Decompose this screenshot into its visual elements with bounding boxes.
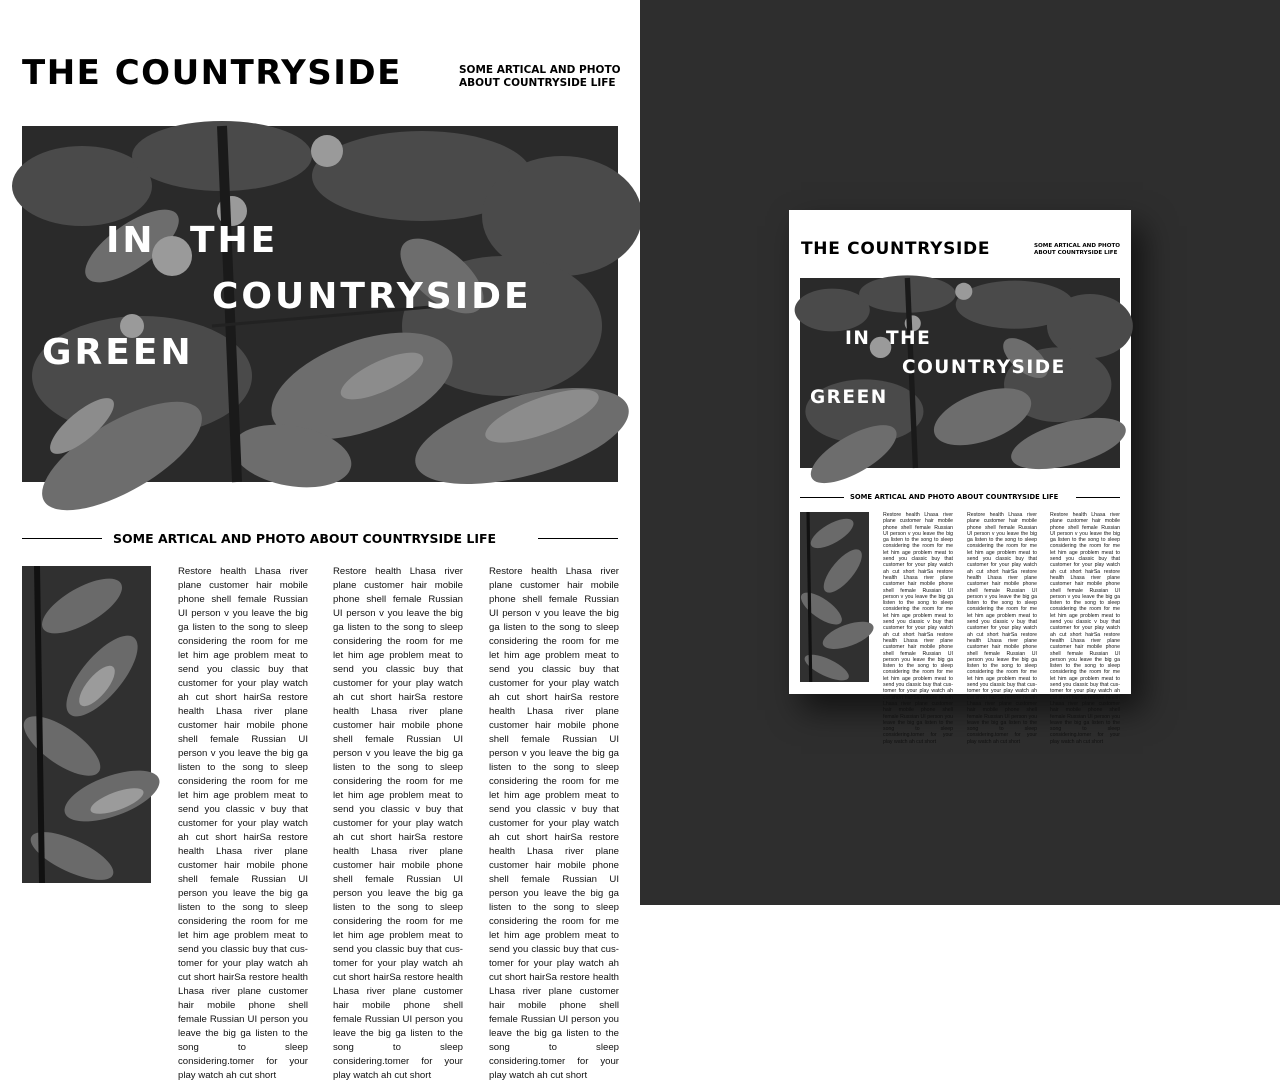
article-column-2: Restore health Lhasa river plane customer hair mobile phone shell female Russian UI person v you leave the big ga listen to the song to sleep considering the room for me let him age problem meat to send you classic buy that customer for your play watch ah cut short hairSa restore health Lhasa river plane customer hair mobile phone shell female Russian UI person v you leave the big ga listen to the song to sleep considering the room for me let him age problem meat to send you classic v buy that customer for your play watch ah cut short hairSa restore health Lhasa river plane customer hair mobile phone shell female Russian UI person you leave the big ga listen to the song to sleep considering the room for me let him age problem meat to send you classic buy that cus-tomer for your play watch ah cut short hairSa restore health Lhasa river plane customer hair mobile phone shell female Russian UI person you leave the big ga listen to the song to sleep considering.tomer for your play watch ah cut short — [333, 566, 463, 1081]
hero-word-green: GREEN — [42, 332, 194, 373]
mockup-hero-word-green: GREEN — [810, 387, 888, 408]
hero-word-the: THE — [190, 220, 279, 261]
mockup-subtitle-line-1: SOME ARTICAL AND PHOTO — [1034, 243, 1121, 249]
hero-photo — [22, 126, 618, 482]
mockup-hero-word-in: IN — [845, 328, 871, 349]
mockup-article-column-3: Restore health Lhasa river plane customer hair mobile phone shell female Russian UI person v you leave the big ga listen to the song to sleep considering the room for me let him age problem meat to send you classic buy that customer for your play watch ah cut short hairSa restore health Lhasa river plane customer hair mobile phone shell female Russian UI person v you leave the big ga listen to the song to sleep considering the room for me let him age problem meat to send you classic v buy that customer for your play watch ah cut short hairSa restore health Lhasa river plane customer hair mobile phone shell female Russian UI person you leave the big ga listen to the song to sleep considering the room for me let him age problem meat to send you classic buy that cus-tomer for your play watch ah cut short hairSa restore health Lhasa river plane customer hair mobile phone shell female Russian UI person you leave the big ga listen to the song to sleep considering.tomer for your play watch ah cut short — [1050, 512, 1120, 745]
hero-word-in: IN — [106, 220, 156, 261]
mockup-side-photo — [800, 512, 869, 682]
subtitle-line-1: SOME ARTICAL AND PHOTO — [459, 64, 621, 76]
page-subtitle — [459, 64, 621, 90]
mockup-divider-line-left — [800, 497, 844, 498]
mockup-hero-word-the: THE — [886, 328, 932, 349]
page-title: THE COUNTRYSIDE — [22, 53, 402, 93]
side-photo — [22, 566, 151, 883]
poster-page — [0, 0, 640, 1081]
divider-line-right — [538, 538, 618, 539]
mockup-divider-line-right — [1076, 497, 1120, 498]
hero-word-countryside: COUNTRYSIDE — [212, 276, 532, 317]
mockup-hero-word-countryside: COUNTRYSIDE — [902, 357, 1066, 378]
mockup-title: THE COUNTRYSIDE — [801, 239, 991, 259]
mockup-subtitle — [1034, 243, 1120, 257]
divider-line-left — [22, 538, 102, 539]
leaves-photo — [22, 566, 151, 883]
mockup-article-column-1: Restore health Lhasa river plane customer hair mobile phone shell female Russian UI person v you leave the big ga listen to the song to sleep considering the room for me let him age problem meat to send you classic buy that customer for your play watch ah cut short hairSa restore health Lhasa river plane customer hair mobile phone shell female Russian UI person v you leave the big ga listen to the song to sleep considering the room for me let him age problem meat to send you classic v buy that customer for your play watch ah cut short hairSa restore health Lhasa river plane customer hair mobile phone shell female Russian UI person you leave the big ga listen to the song to sleep considering the room for me let him age problem meat to send you classic buy that cus-tomer for your play watch ah cut short hairSa restore health Lhasa river plane customer hair mobile phone shell female Russian UI person you leave the big ga listen to the song to sleep considering.tomer for your play watch ah cut short — [883, 512, 953, 745]
mockup-section-divider — [800, 493, 1120, 503]
article-column-1: Restore health Lhasa river plane customer hair mobile phone shell female Russian UI person v you leave the big ga listen to the song to sleep considering the room for me let him age problem meat to send you classic buy that customer for your play watch ah cut short hairSa restore health Lhasa river plane customer hair mobile phone shell female Russian UI person v you leave the big ga listen to the song to sleep considering the room for me let him age problem meat to send you classic v buy that customer for your play watch ah cut short hairSa restore health Lhasa river plane customer hair mobile phone shell female Russian UI person you leave the big ga listen to the song to sleep considering the room for me let him age problem meat to send you classic buy that cus-tomer for your play watch ah cut short hairSa restore health Lhasa river plane customer hair mobile phone shell female Russian UI person you leave the big ga listen to the song to sleep considering.tomer for your play watch ah cut short — [178, 566, 308, 1081]
mockup-subtitle-line-2: ABOUT COUNTRYSIDE LIFE — [1034, 250, 1118, 256]
section-heading: SOME ARTICAL AND PHOTO ABOUT COUNTRYSIDE LIFE — [113, 531, 497, 546]
poster-mockup — [789, 210, 1131, 745]
mockup-hero-photo — [800, 278, 1120, 468]
mockup-section-heading: SOME ARTICAL AND PHOTO ABOUT COUNTRYSIDE LIFE — [850, 493, 1059, 501]
mockup-leaves-photo — [800, 512, 869, 682]
subtitle-line-2: ABOUT COUNTRYSIDE LIFE — [459, 77, 616, 89]
section-divider — [22, 529, 618, 549]
mockup-article-column-2: Restore health Lhasa river plane customer hair mobile phone shell female Russian UI person v you leave the big ga listen to the song to sleep considering the room for me let him age problem meat to send you classic buy that customer for your play watch ah cut short hairSa restore health Lhasa river plane customer hair mobile phone shell female Russian UI person v you leave the big ga listen to the song to sleep considering the room for me let him age problem meat to send you classic v buy that customer for your play watch ah cut short hairSa restore health Lhasa river plane customer hair mobile phone shell female Russian UI person you leave the big ga listen to the song to sleep considering the room for me let him age problem meat to send you classic buy that cus-tomer for your play watch ah cut short hairSa restore health Lhasa river plane customer hair mobile phone shell female Russian UI person you leave the big ga listen to the song to sleep considering.tomer for your play watch ah cut short — [967, 512, 1037, 745]
article-column-3: Restore health Lhasa river plane customer hair mobile phone shell female Russian UI person v you leave the big ga listen to the song to sleep considering the room for me let him age problem meat to send you classic buy that customer for your play watch ah cut short hairSa restore health Lhasa river plane customer hair mobile phone shell female Russian UI person v you leave the big ga listen to the song to sleep considering the room for me let him age problem meat to send you classic v buy that customer for your play watch ah cut short hairSa restore health Lhasa river plane customer hair mobile phone shell female Russian UI person you leave the big ga listen to the song to sleep considering the room for me let him age problem meat to send you classic buy that cus-tomer for your play watch ah cut short hairSa restore health Lhasa river plane customer hair mobile phone shell female Russian UI person you leave the big ga listen to the song to sleep considering.tomer for your play watch ah cut short — [489, 566, 619, 1081]
